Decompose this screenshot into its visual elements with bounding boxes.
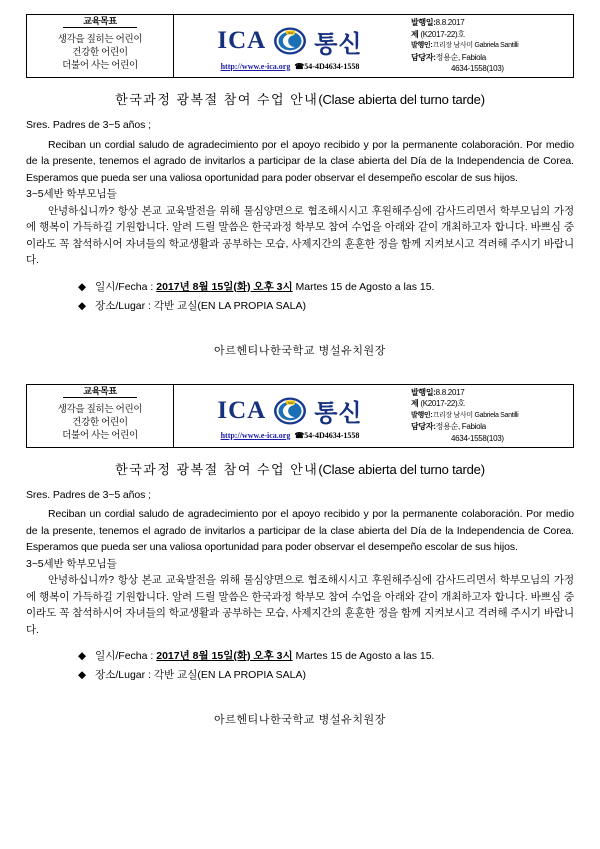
ica-school-logo-icon <box>273 26 307 56</box>
list-item-place <box>26 297 574 316</box>
education-goal-line-2: 건강한 어린이 <box>72 416 128 428</box>
brand-korean-text: 통신 <box>314 400 363 427</box>
salutation-spanish: Sres. Padres de 3~5 años ; <box>26 119 151 131</box>
publisher-value: 끄리장 남사미 Gabriela Santilli <box>432 411 519 419</box>
letterhead <box>26 14 574 78</box>
contact-phone-value: 4634-1558(103) <box>451 433 504 443</box>
notice-title <box>26 89 574 108</box>
body-paragraph-spanish: Reciban un cordial saludo de agradecimiento por el apoyo recibido y por la permanente colaboración. Por medio de la presente, tenemos el agrado de invitarlos a participar de la clase abierta del Día de la Independencia de Corea. Esperamos que pueda ser una valiosa oportunidad para poder observar el desempeño escolar de sus hijos. <box>26 138 574 184</box>
date-label: 일시/Fecha : <box>95 650 154 662</box>
education-goal-title: 교육목표 <box>63 385 137 398</box>
education-goal-line-3: 더불어 사는 어린이 <box>62 60 138 71</box>
notice-title-es: (Clase abierta del turno tarde) <box>318 92 485 107</box>
notice-title-es: (Clase abierta del turno tarde) <box>318 461 485 477</box>
website-link[interactable]: http://www.e-ica.org <box>220 61 291 71</box>
place-label: 장소/Lugar : <box>95 299 151 312</box>
publication-date-label: 발행일: <box>411 18 436 27</box>
issue-number-line <box>411 398 569 410</box>
salutation-korean: 3~5세반 학부모님들 <box>26 188 117 200</box>
diamond-bullet-icon: ◆ <box>78 299 87 312</box>
contact-phone-line <box>411 63 569 75</box>
body-paragraph-korean: 안녕하십니까? 항상 본교 교육발전을 위해 물심양면으로 협조해시시고 후원해주심에 감사드리면서 학부모님의 가정에 행복이 가득하길 기원합니다. 알려 드릴 말씀은 한국과정 학부모 참여 수업을 아래와 같이 개최하고자 합니다. 바쁘심 중이라도 꼭 참석하시어 자녀들의 학교생활과 공부하는 모습, 사제지간의 훈훈한 정을 함께 지켜보시고 격려해 주시기 바랍니다. <box>26 204 574 266</box>
body-paragraph-korean: 안녕하십니까? 항상 본교 교육발전을 위해 물심양면으로 협조해시시고 후원해주심에 감사드리면서 학부모님의 가정에 행복이 가득하길 기원합니다. 알려 드릴 말씀은 한국과정 학부모 참여 수업을 아래와 같이 개최하고자 합니다. 바쁘심 중이라도 꼭 참석하시어 자녀들의 학교생활과 공부하는 모습, 사제지간의 훈훈한 정을 함께 지켜보시고 격려해 주시기 바랍니다. <box>26 574 574 636</box>
diamond-bullet-icon: ◆ <box>78 280 87 293</box>
publisher-line <box>411 410 569 422</box>
education-goal-box <box>26 14 174 78</box>
notice-copy-1 <box>26 14 574 358</box>
masthead <box>174 384 406 448</box>
masthead <box>174 14 406 78</box>
notice-title-ko: 한국과정 광복절 참여 수업 안내 <box>115 461 319 477</box>
body-paragraph-spanish: Reciban un cordial saludo de agradecimiento por el apoyo recibido y por la permanente colaboración. Por medio de la presente, tenemos el agrado de invitarlos a participar de la clase abierta del Día de la Independencia de Corea. Esperamos que pueda ser una valiosa oportunidad para poder observar el desempeño escolar de sus hijos. <box>26 508 574 553</box>
publication-date-value: 8.8.2017 <box>435 387 465 397</box>
contact-person-label: 담당자: <box>411 52 436 62</box>
education-goal-line-2: 건강한 어린이 <box>72 47 128 58</box>
contact-phone-value: 4634-1558(103) <box>451 64 504 73</box>
svg-text:ICA: ICA <box>288 400 294 405</box>
date-tail: Martes 15 de Agosto a las 15. <box>295 650 435 662</box>
publication-date-line <box>411 17 569 29</box>
publication-date-line <box>411 387 569 399</box>
issue-number-line <box>411 29 569 41</box>
place-tail: 각반 교실(EN LA PROPIA SALA) <box>153 669 306 681</box>
notice-title <box>26 459 574 478</box>
issue-number-value: (K2017-22)호 <box>420 29 465 39</box>
publisher-label: 발행인: <box>411 411 433 419</box>
education-goal-box <box>26 384 174 448</box>
contact-person-label: 담당자: <box>411 422 436 431</box>
diamond-bullet-icon: ◆ <box>78 669 87 681</box>
publisher-label: 발행인: <box>411 42 433 49</box>
details-list <box>26 647 574 685</box>
list-item-place <box>26 666 574 685</box>
date-tail: Martes 15 de Agosto a las 15. <box>295 280 435 293</box>
contact-person-value: 정용순, Fabiola <box>435 422 486 431</box>
brand-latin-text: ICA <box>217 27 267 54</box>
education-goal-line-1: 생각을 짚히는 어린이 <box>57 34 143 45</box>
ica-school-logo-icon <box>273 396 307 426</box>
publisher-value: 끄리장 남사미 Gabriela Santilli <box>432 42 519 49</box>
masthead-row <box>217 24 362 59</box>
publisher-line <box>411 40 569 52</box>
masthead-contact <box>221 62 360 71</box>
place-label: 장소/Lugar : <box>95 669 151 681</box>
date-highlight: 2017년 8월 15일(화) 오후 3시 <box>156 280 293 293</box>
letterhead <box>26 384 574 448</box>
signature-line: 아르헨티나한국학교 병설유치원장 <box>213 714 387 726</box>
publication-info-box <box>406 14 574 78</box>
list-item-date <box>26 278 574 297</box>
publication-date-value: 8.8.2017 <box>435 18 465 27</box>
contact-person-value: 정용순, Fabiola <box>435 52 486 62</box>
brand-latin-text: ICA <box>217 396 267 424</box>
publication-date-label: 발행일: <box>411 387 436 397</box>
issue-number-label: 제 <box>411 29 419 39</box>
phone-text: ☎54-4D4634-1558 <box>294 431 360 440</box>
education-goal-lines <box>58 28 143 77</box>
contact-phone-line <box>411 433 569 445</box>
education-goal-line-1: 생각을 짚히는 어린이 <box>57 403 143 415</box>
notice-copy-2 <box>26 384 574 728</box>
education-goal-line-3: 더불어 사는 어린이 <box>62 429 138 441</box>
salutation-korean: 3~5세반 학부모님들 <box>26 557 117 570</box>
masthead-row <box>217 393 362 428</box>
details-list <box>26 278 574 316</box>
svg-text:ICA: ICA <box>288 30 294 35</box>
list-item-date <box>26 647 574 666</box>
contact-person-line <box>411 421 569 433</box>
issue-number-label: 제 <box>411 399 419 408</box>
issue-number-value: (K2017-22)호 <box>420 399 465 408</box>
date-highlight: 2017년 8월 15일(화) 오후 3시 <box>156 650 293 662</box>
place-tail: 각반 교실(EN LA PROPIA SALA) <box>153 299 306 312</box>
signature-line: 아르헨티나한국학교 병설유치원장 <box>213 344 387 357</box>
education-goal-title: 교육목표 <box>63 15 137 28</box>
brand-korean-text: 통신 <box>314 30 363 58</box>
publication-info-box <box>406 384 574 448</box>
website-link[interactable]: http://www.e-ica.org <box>220 431 291 440</box>
notice-title-ko: 한국과정 광복절 참여 수업 안내 <box>115 92 319 107</box>
masthead-contact <box>221 431 360 440</box>
phone-text: ☎54-4D4634-1558 <box>294 61 360 71</box>
date-label: 일시/Fecha : <box>95 280 154 293</box>
education-goal-lines <box>58 398 143 447</box>
diamond-bullet-icon: ◆ <box>78 650 87 662</box>
contact-person-line <box>411 52 569 64</box>
salutation-spanish: Sres. Padres de 3~5 años ; <box>26 488 151 501</box>
